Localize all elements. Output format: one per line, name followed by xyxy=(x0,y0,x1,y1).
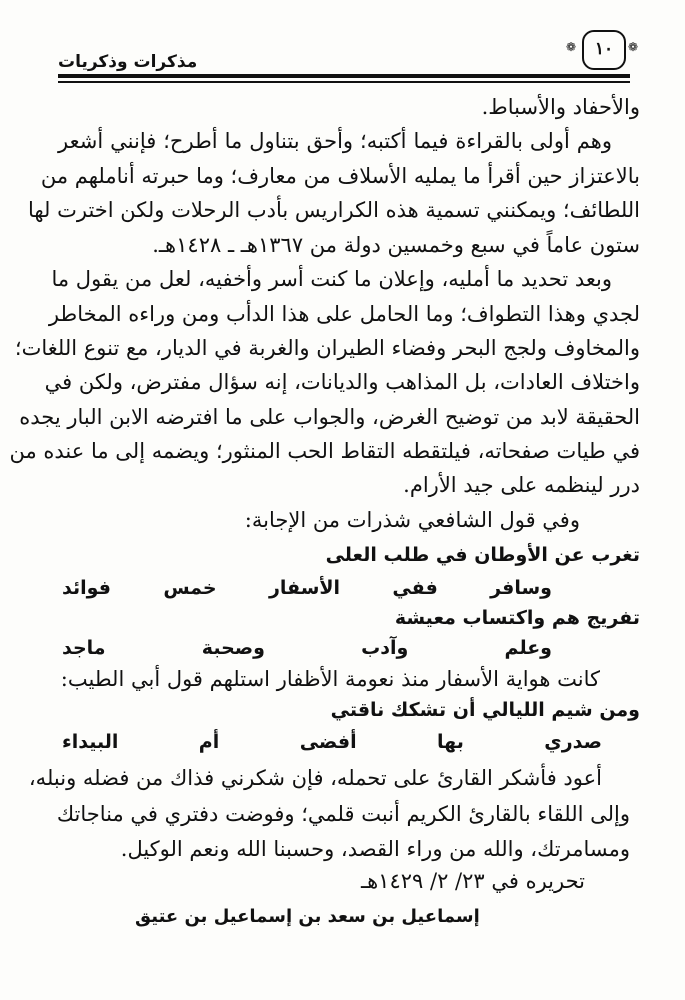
body-line: الحقيقة لابد من توضيح الغرض، والجواب على ما افترضه الابن البار يجده xyxy=(19,405,640,429)
body-line: وبعد تحديد ما أمليه، وإعلان ما كنت أسر وأخفيه، لعل من يقول ما xyxy=(51,267,612,291)
body-line: درر لينظمه على جيد الأرام. xyxy=(403,473,640,497)
date-line: تحريره في ٢٣/ ٢/ ١٤٢٩هـ xyxy=(360,869,585,893)
body-line: ستون عاماً في سبع وخمسين دولة من ١٣٦٧هـ ـ ١٤٢٨هـ. xyxy=(152,233,640,257)
body-line: والأحفاد والأسباط. xyxy=(481,95,640,119)
page-number: ١٠ xyxy=(582,30,626,70)
author-signature: إسماعيل بن سعد بن إسماعيل بن عتيق xyxy=(135,906,480,927)
body-line: بالاعتزاز حين أقرأ ما يمليه الأسلاف من معارف؛ وما حبرته أناملهم من xyxy=(40,164,640,188)
poem-verse: ومن شيم الليالي أن تشكك ناقتي xyxy=(330,699,640,721)
poem-verse: تفريج هم واكتساب معيشة xyxy=(394,607,640,629)
running-title: مذكرات وذكريات xyxy=(58,52,198,72)
body-line: اللطائف؛ ويمكنني تسمية هذه الكراريس بأدب الرحلات ولكن اخترت لها xyxy=(27,198,640,222)
body-line: واختلاف العادات، بل المذاهب والديانات، إنه سؤال مفترض، ولكن في xyxy=(44,370,640,394)
body-line: وهم أولى بالقراءة فيما أكتبه؛ وأحق بتناول ما أطرح؛ فإنني أشعر xyxy=(58,129,612,153)
body-line: أعود فأشكر القارئ على تحمله، فإن شكرني فذاك من فضله ونبله، xyxy=(28,766,602,790)
body-line: ومسامرتك، والله من وراء القصد، وحسبنا الله ونعم الوكيل. xyxy=(120,837,630,861)
shafii-intro: وفي قول الشافعي شذرات من الإجابة: xyxy=(244,508,580,532)
abutayyib-intro: كانت هواية الأسفار منذ نعومة الأظفار استلهم قول أبي الطيب: xyxy=(60,667,600,691)
poem-verse: وسافر ففي الأسفار خمس فوائد xyxy=(62,577,552,599)
body-line: في طيات صفحاته، فيلتقطه التقاط الحب المنثور؛ ويضمه إلى ما عنده من xyxy=(9,439,640,463)
poem-verse: وعلم وآدب وصحبة ماجد xyxy=(62,637,552,659)
ornament-icon: ❁ xyxy=(628,40,639,54)
header-rule xyxy=(58,74,630,78)
header-rule xyxy=(58,81,630,83)
poem-verse: صدري بها أفضى أم البيداء xyxy=(62,731,602,753)
poem-verse: تغرب عن الأوطان في طلب العلى xyxy=(325,544,640,566)
body-line: والمخاوف ولجج البحر وفضاء الطيران والغربة في الديار، مع تنوع اللغات؛ xyxy=(14,336,640,360)
ornament-icon: ❁ xyxy=(566,40,577,54)
body-line: لجدي وهذا التطواف؛ وما الحامل على هذا الدأب ومن وراءه المخاطر xyxy=(48,302,640,326)
body-line: وإلى اللقاء بالقارئ الكريم أنبت قلمي؛ وفوضت دفتري في مناجاتك xyxy=(56,802,630,826)
